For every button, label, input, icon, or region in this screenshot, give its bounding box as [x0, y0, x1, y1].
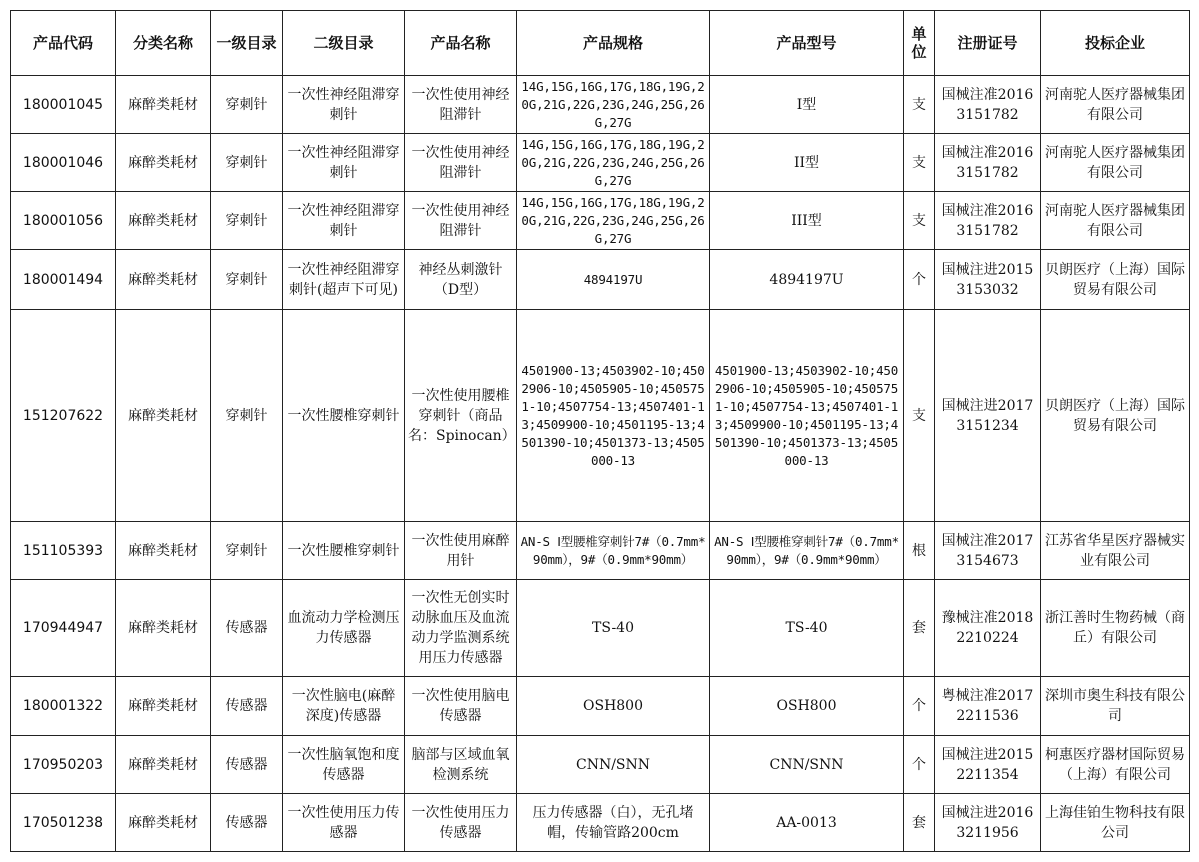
cell-code: 180001494 — [11, 250, 116, 310]
cell-name: 脑部与区域血氧检测系统 — [405, 736, 517, 794]
cell-model: AN-S Ⅰ型腰椎穿刺针7#（0.7mm*90mm），9#（0.9mm*90mm） — [710, 522, 904, 580]
cell-registration: 国械注准20173154673 — [935, 522, 1041, 580]
cell-level1: 穿刺针 — [211, 522, 283, 580]
header-registration: 注册证号 — [935, 11, 1041, 76]
table-row — [11, 250, 1190, 310]
table-row — [11, 736, 1190, 794]
cell-spec: 14G,15G,16G,17G,18G,19G,20G,21G,22G,23G,24G,25G,26G,27G — [517, 76, 710, 134]
cell-registration: 国械注进20163211956 — [935, 794, 1041, 852]
cell-level2: 血流动力学检测压力传感器 — [283, 580, 405, 677]
cell-company: 贝朗医疗（上海）国际贸易有限公司 — [1041, 250, 1190, 310]
header-category: 分类名称 — [116, 11, 211, 76]
cell-code: 151207622 — [11, 310, 116, 522]
table-row — [11, 580, 1190, 677]
cell-company: 河南驼人医疗器械集团有限公司 — [1041, 76, 1190, 134]
header-product-name: 产品名称 — [405, 11, 517, 76]
cell-level1: 穿刺针 — [211, 76, 283, 134]
cell-category: 麻醉类耗材 — [116, 794, 211, 852]
cell-level1: 穿刺针 — [211, 192, 283, 250]
header-level1: 一级目录 — [211, 11, 283, 76]
cell-name: 一次性无创实时动脉血压及血流动力学监测系统用压力传感器 — [405, 580, 517, 677]
cell-unit: 支 — [904, 192, 935, 250]
cell-model: III型 — [710, 192, 904, 250]
header-row — [11, 11, 1190, 76]
cell-model: 4894197U — [710, 250, 904, 310]
cell-category: 麻醉类耗材 — [116, 310, 211, 522]
cell-level1: 穿刺针 — [211, 134, 283, 192]
cell-code: 170950203 — [11, 736, 116, 794]
cell-category: 麻醉类耗材 — [116, 580, 211, 677]
cell-name: 一次性使用脑电传感器 — [405, 677, 517, 736]
cell-name: 一次性使用神经阻滞针 — [405, 192, 517, 250]
cell-level2: 一次性神经阻滞穿刺针 — [283, 134, 405, 192]
header-model: 产品型号 — [710, 11, 904, 76]
cell-name: 一次性使用腰椎穿刺针（商品名：Spinocan） — [405, 310, 517, 522]
cell-spec: 14G,15G,16G,17G,18G,19G,20G,21G,22G,23G,24G,25G,26G,27G — [517, 134, 710, 192]
cell-category: 麻醉类耗材 — [116, 736, 211, 794]
cell-category: 麻醉类耗材 — [116, 134, 211, 192]
cell-name: 一次性使用神经阻滞针 — [405, 76, 517, 134]
cell-registration: 国械注准20163151782 — [935, 76, 1041, 134]
cell-spec: 14G,15G,16G,17G,18G,19G,20G,21G,22G,23G,24G,25G,26G,27G — [517, 192, 710, 250]
cell-model: TS-40 — [710, 580, 904, 677]
cell-unit: 支 — [904, 310, 935, 522]
table-row — [11, 76, 1190, 134]
cell-code: 180001322 — [11, 677, 116, 736]
cell-code: 170944947 — [11, 580, 116, 677]
cell-company: 河南驼人医疗器械集团有限公司 — [1041, 192, 1190, 250]
header-company: 投标企业 — [1041, 11, 1190, 76]
cell-code: 180001045 — [11, 76, 116, 134]
cell-level1: 传感器 — [211, 677, 283, 736]
cell-company: 柯惠医疗器材国际贸易（上海）有限公司 — [1041, 736, 1190, 794]
cell-level1: 穿刺针 — [211, 310, 283, 522]
cell-spec: AN-S Ⅰ型腰椎穿刺针7#（0.7mm*90mm），9#（0.9mm*90mm） — [517, 522, 710, 580]
table-row — [11, 677, 1190, 736]
cell-level2: 一次性腰椎穿刺针 — [283, 310, 405, 522]
cell-registration: 国械注进20152211354 — [935, 736, 1041, 794]
cell-code: 180001046 — [11, 134, 116, 192]
cell-category: 麻醉类耗材 — [116, 522, 211, 580]
cell-category: 麻醉类耗材 — [116, 192, 211, 250]
cell-name: 神经丛刺激针（D型） — [405, 250, 517, 310]
header-level2: 二级目录 — [283, 11, 405, 76]
cell-level2: 一次性脑氧饱和度传感器 — [283, 736, 405, 794]
cell-model: II型 — [710, 134, 904, 192]
cell-category: 麻醉类耗材 — [116, 677, 211, 736]
cell-spec: 4501900-13;4503902-10;4502906-10;4505905-10;4505751-10;4507754-13;4507401-13;4509900-10;4501195-13;4501390-10;4501373-13;4505000-13 — [517, 310, 710, 522]
cell-level1: 穿刺针 — [211, 250, 283, 310]
header-product-code: 产品代码 — [11, 11, 116, 76]
table-row — [11, 522, 1190, 580]
product-table — [10, 10, 1190, 852]
cell-code: 170501238 — [11, 794, 116, 852]
cell-level2: 一次性神经阻滞穿刺针(超声下可见) — [283, 250, 405, 310]
cell-model: I型 — [710, 76, 904, 134]
cell-name: 一次性使用压力传感器 — [405, 794, 517, 852]
cell-unit: 套 — [904, 794, 935, 852]
cell-unit: 个 — [904, 736, 935, 794]
table-row — [11, 134, 1190, 192]
cell-registration: 豫械注准20182210224 — [935, 580, 1041, 677]
cell-unit: 支 — [904, 76, 935, 134]
cell-registration: 国械注进20153153032 — [935, 250, 1041, 310]
cell-level1: 传感器 — [211, 580, 283, 677]
cell-code: 180001056 — [11, 192, 116, 250]
cell-company: 贝朗医疗（上海）国际贸易有限公司 — [1041, 310, 1190, 522]
cell-company: 浙江善时生物药械（商丘）有限公司 — [1041, 580, 1190, 677]
cell-level1: 传感器 — [211, 794, 283, 852]
cell-company: 河南驼人医疗器械集团有限公司 — [1041, 134, 1190, 192]
table-row — [11, 192, 1190, 250]
cell-registration: 粤械注准20172211536 — [935, 677, 1041, 736]
header-unit: 单位 — [904, 11, 935, 76]
cell-name: 一次性使用麻醉用针 — [405, 522, 517, 580]
cell-unit: 个 — [904, 250, 935, 310]
cell-level2: 一次性神经阻滞穿刺针 — [283, 192, 405, 250]
cell-unit: 根 — [904, 522, 935, 580]
cell-spec: TS-40 — [517, 580, 710, 677]
cell-spec: OSH800 — [517, 677, 710, 736]
cell-category: 麻醉类耗材 — [116, 76, 211, 134]
cell-model: AA-0013 — [710, 794, 904, 852]
cell-level2: 一次性使用压力传感器 — [283, 794, 405, 852]
cell-unit: 套 — [904, 580, 935, 677]
cell-unit: 支 — [904, 134, 935, 192]
cell-company: 江苏省华星医疗器械实业有限公司 — [1041, 522, 1190, 580]
cell-code: 151105393 — [11, 522, 116, 580]
cell-level2: 一次性脑电(麻醉深度)传感器 — [283, 677, 405, 736]
cell-model: 4501900-13;4503902-10;4502906-10;4505905-10;4505751-10;4507754-13;4507401-13;4509900-10;4501195-13;4501390-10;4501373-13;4505000-13 — [710, 310, 904, 522]
cell-level2: 一次性腰椎穿刺针 — [283, 522, 405, 580]
cell-spec: 压力传感器（白），无孔堵帽，传输管路200cm — [517, 794, 710, 852]
cell-unit: 个 — [904, 677, 935, 736]
cell-company: 深圳市奥生科技有限公司 — [1041, 677, 1190, 736]
cell-model: OSH800 — [710, 677, 904, 736]
table-row — [11, 794, 1190, 852]
cell-level1: 传感器 — [211, 736, 283, 794]
cell-registration: 国械注准20163151782 — [935, 192, 1041, 250]
cell-level2: 一次性神经阻滞穿刺针 — [283, 76, 405, 134]
header-spec: 产品规格 — [517, 11, 710, 76]
cell-spec: CNN/SNN — [517, 736, 710, 794]
table-row — [11, 310, 1190, 522]
cell-name: 一次性使用神经阻滞针 — [405, 134, 517, 192]
cell-model: CNN/SNN — [710, 736, 904, 794]
cell-registration: 国械注进20173151234 — [935, 310, 1041, 522]
cell-registration: 国械注准20163151782 — [935, 134, 1041, 192]
cell-company: 上海佳铂生物科技有限公司 — [1041, 794, 1190, 852]
cell-spec: 4894197U — [517, 250, 710, 310]
cell-category: 麻醉类耗材 — [116, 250, 211, 310]
